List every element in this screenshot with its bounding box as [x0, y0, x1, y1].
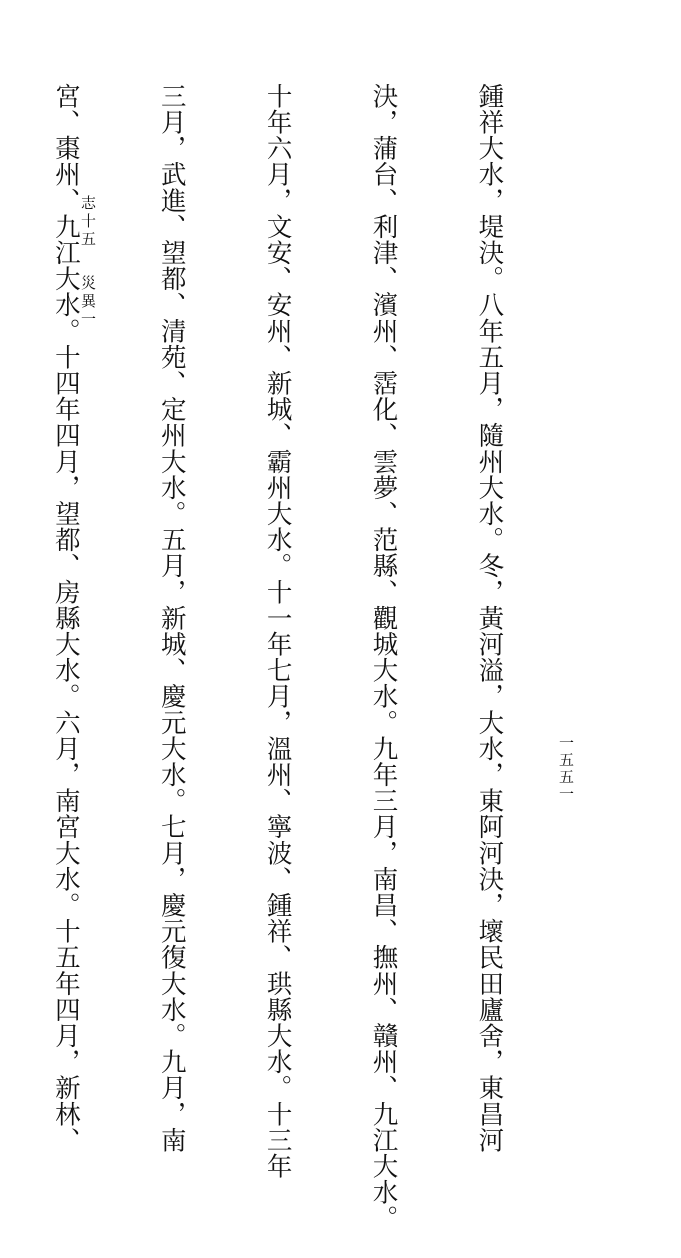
text-column: 三月，武進、望都、清苑、定州大水。五月，新城、慶元大水。七月，慶元復大水。九月，南 [156, 83, 187, 1154]
running-header [78, 195, 99, 329]
section-label: 災異一 [79, 275, 97, 329]
page-number: 一五五一 [557, 735, 575, 803]
text-column: 決，蒲台、利津、濱州、霑化、雲夢、范縣、觀城大水。九年三月，南昌、撫州、贛州、九江大水。 [368, 83, 399, 1232]
text-column: 十年六月，文安、安州、新城、霸州大水。十一年七月，溫州、寧波、鍾祥、珙縣大水。十三年 [262, 83, 293, 1180]
text-column: 鍾祥大水，堤決。八年五月，隨州大水。冬，黃河溢，大水，東阿河決，壞民田廬舍，東昌河 [474, 83, 505, 1154]
volume-label: 志十五 [79, 195, 97, 249]
text-column: 宮、棗州、九江大水。十四年四月，望都、房縣大水。六月，南宮大水。十五年四月，新林、 [50, 83, 81, 1154]
